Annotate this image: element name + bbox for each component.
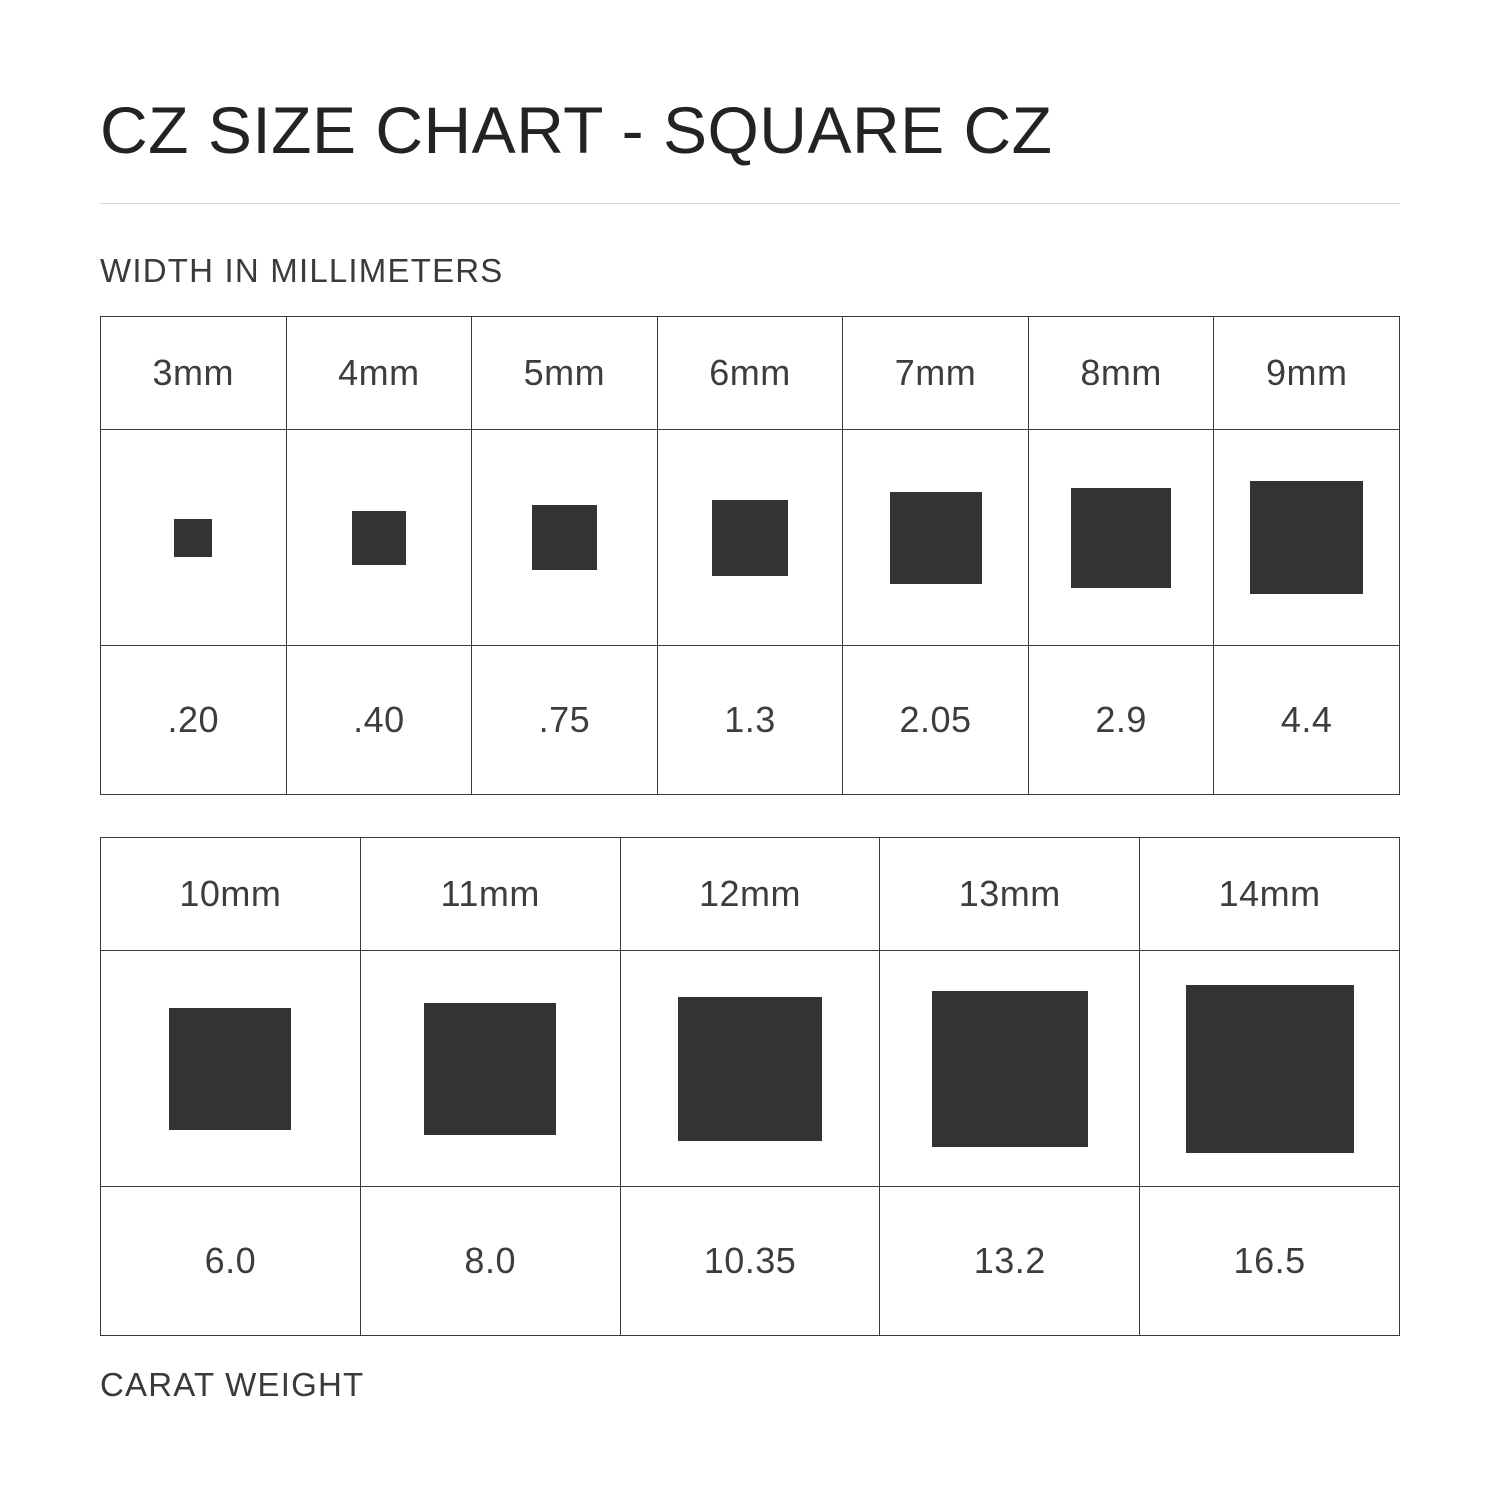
size-cell: 14mm (1140, 838, 1400, 951)
square-gem-swatch (352, 511, 406, 565)
size-cell: 5mm (472, 317, 658, 430)
table-row-carat-weights (101, 646, 1400, 795)
square-gem-swatch (169, 1008, 291, 1130)
size-cell: 11mm (360, 838, 620, 951)
carat-cell: 2.05 (843, 646, 1029, 795)
carat-weight-label: CARAT WEIGHT (100, 1366, 365, 1404)
width-label: WIDTH IN MILLIMETERS (100, 252, 504, 290)
carat-cell: 2.9 (1028, 646, 1214, 795)
table-row-carat-weights (101, 1187, 1400, 1336)
gem-cell (101, 951, 361, 1187)
gem-cell (657, 430, 843, 646)
gem-cell (286, 430, 472, 646)
gem-cell (360, 951, 620, 1187)
square-gem-swatch (174, 519, 212, 557)
title-divider (100, 203, 1400, 204)
square-gem-swatch (532, 505, 597, 570)
gem-cell (1028, 430, 1214, 646)
size-table-small (100, 316, 1400, 795)
carat-cell: 6.0 (101, 1187, 361, 1336)
size-cell: 6mm (657, 317, 843, 430)
size-cell: 3mm (101, 317, 287, 430)
size-cell: 7mm (843, 317, 1029, 430)
size-cell: 8mm (1028, 317, 1214, 430)
square-gem-swatch (932, 991, 1088, 1147)
carat-cell: 8.0 (360, 1187, 620, 1336)
square-gem-swatch (1250, 481, 1363, 594)
gem-cell (880, 951, 1140, 1187)
carat-cell: .40 (286, 646, 472, 795)
square-gem-swatch (890, 492, 982, 584)
gem-cell (843, 430, 1029, 646)
gem-cell (620, 951, 880, 1187)
gem-cell (1140, 951, 1400, 1187)
size-cell: 12mm (620, 838, 880, 951)
carat-cell: 1.3 (657, 646, 843, 795)
table-row-gem-swatches (101, 430, 1400, 646)
gem-cell (1214, 430, 1400, 646)
table-spacer (100, 795, 1400, 837)
table-row-sizes (101, 838, 1400, 951)
gem-cell (472, 430, 658, 646)
page-title: CZ SIZE CHART - SQUARE CZ (100, 93, 1053, 167)
carat-cell: .75 (472, 646, 658, 795)
carat-cell: 16.5 (1140, 1187, 1400, 1336)
carat-cell: 4.4 (1214, 646, 1400, 795)
size-cell: 13mm (880, 838, 1140, 951)
size-table-large (100, 837, 1400, 1336)
square-gem-swatch (1071, 488, 1171, 588)
square-gem-swatch (424, 1003, 556, 1135)
size-cell: 9mm (1214, 317, 1400, 430)
carat-cell: 13.2 (880, 1187, 1140, 1336)
size-cell: 10mm (101, 838, 361, 951)
square-gem-swatch (1186, 985, 1354, 1153)
size-cell: 4mm (286, 317, 472, 430)
table-row-sizes (101, 317, 1400, 430)
square-gem-swatch (712, 500, 788, 576)
gem-cell (101, 430, 287, 646)
table-row-gem-swatches (101, 951, 1400, 1187)
square-gem-swatch (678, 997, 822, 1141)
carat-cell: 10.35 (620, 1187, 880, 1336)
carat-cell: .20 (101, 646, 287, 795)
